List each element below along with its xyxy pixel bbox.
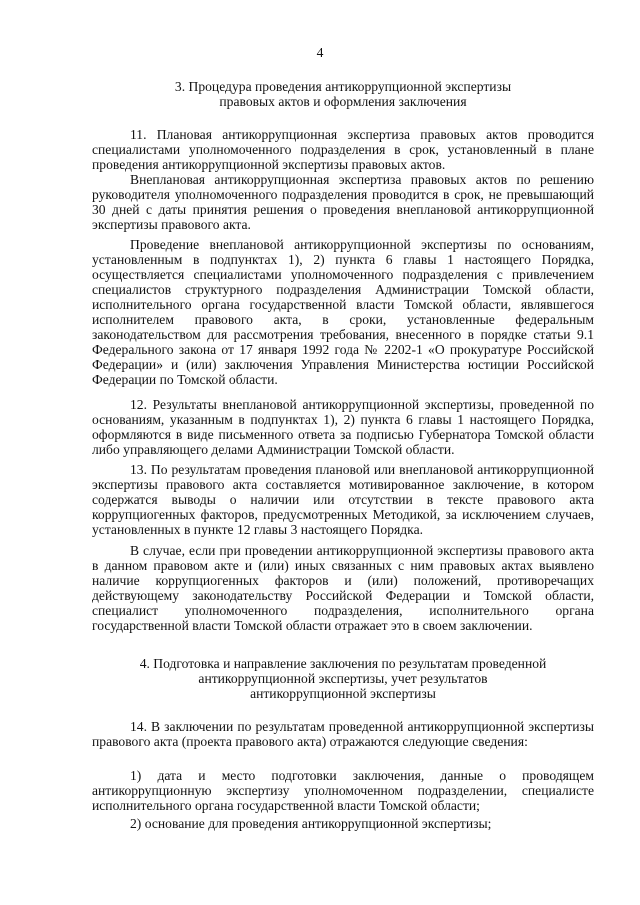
section-3-title-line-1: 3. Процедура проведения антикоррупционной экспертизы <box>174 79 512 94</box>
section-4-title-line-2: антикоррупционной экспертизы, учет результатов <box>198 671 488 686</box>
section-3-heading <box>92 79 594 109</box>
list-item-2: 2) основание для проведения антикоррупционной экспертизы; <box>130 816 492 831</box>
paragraph-12: 12. Результаты внеплановой антикоррупционной экспертизы, проведенной по основаниям, указанным в подпунктах 1), 2) пункта 6 главы 1 настоящего Порядка, оформляются в виде письменного ответа за подписью Губернатора Томской области либо управляющего делами Администрации Томской области. <box>92 397 594 457</box>
section-4-title-line-1: 4. Подготовка и направление заключения по результатам проведенной <box>139 656 547 671</box>
list-item-1: 1) дата и место подготовки заключения, данные о проводящем антикоррупционную экспертизу уполномоченном подразделении, специалисте исполнительного органа государственной власти Томской области; <box>92 768 594 813</box>
paragraph-13: 13. По результатам проведения плановой или внеплановой антикоррупционной экспертизы правового акта составляется мотивированное заключение, в котором содержатся выводы о наличии или отсутствии в тексте правового акта коррупциогенных факторов, предусмотренных Методикой, за исключением случаев, установленных в пункте 12 главы 3 настоящего Порядка. <box>92 462 594 537</box>
section-3-title-line-2: правовых актов и оформления заключения <box>219 94 467 109</box>
page-number: 4 <box>316 45 324 60</box>
paragraph-11-unscheduled: Внеплановая антикоррупционная экспертиза правовых актов по решению руководителя уполномоченного подразделения проводится в срок, не превышающий 30 дней с даты принятия решения о проведения внеплановой антикоррупционной экспертизы правового акта. <box>92 172 594 232</box>
paragraph-14: 14. В заключении по результатам проведенной антикоррупционной экспертизы правового акта (проекта правового акта) отражаются следующие сведения: <box>92 719 594 749</box>
paragraph-11-grounds: Проведение внеплановой антикоррупционной экспертизы по основаниям, установленным в подпунктах 1), 2) пункта 6 главы 1 настоящего Порядка, осуществляется специалистами уполномоченного подразделения с привлечением специалистов структурного подразделения Администрации Томской области, исполнительного органа государственной власти Томской области, являвшегося исполнителем правового акта, в сроки, установленные федеральным законодательством для рассмотрения требования, внесенного в порядке статьи 9.1 Федерального закона от 17 января 1992 года № 2202-1 «О прокуратуре Российской Федерации» и (или) заключения Управления Министерства юстиции Российской Федерации по Томской области. <box>92 237 594 387</box>
section-4-heading <box>92 656 594 701</box>
section-4-title-line-3: антикоррупционной экспертизы <box>250 686 436 701</box>
paragraph-11: 11. Плановая антикоррупционная экспертиза правовых актов проводится специалистами уполномоченного подразделения в срок, установленный в плане проведения антикоррупционной экспертизы правовых актов. <box>92 127 594 172</box>
paragraph-13-case: В случае, если при проведении антикоррупционной экспертизы правового акта в данном правовом акте и (или) иных связанных с ним правовых актах выявлено наличие коррупциогенных факторов и (или) положений, противоречащих действующему законодательству Российской Федерации и Томской области, специалист уполномоченного подразделения, исполнительного органа государственной власти Томской области отражает это в своем заключении. <box>92 543 594 633</box>
